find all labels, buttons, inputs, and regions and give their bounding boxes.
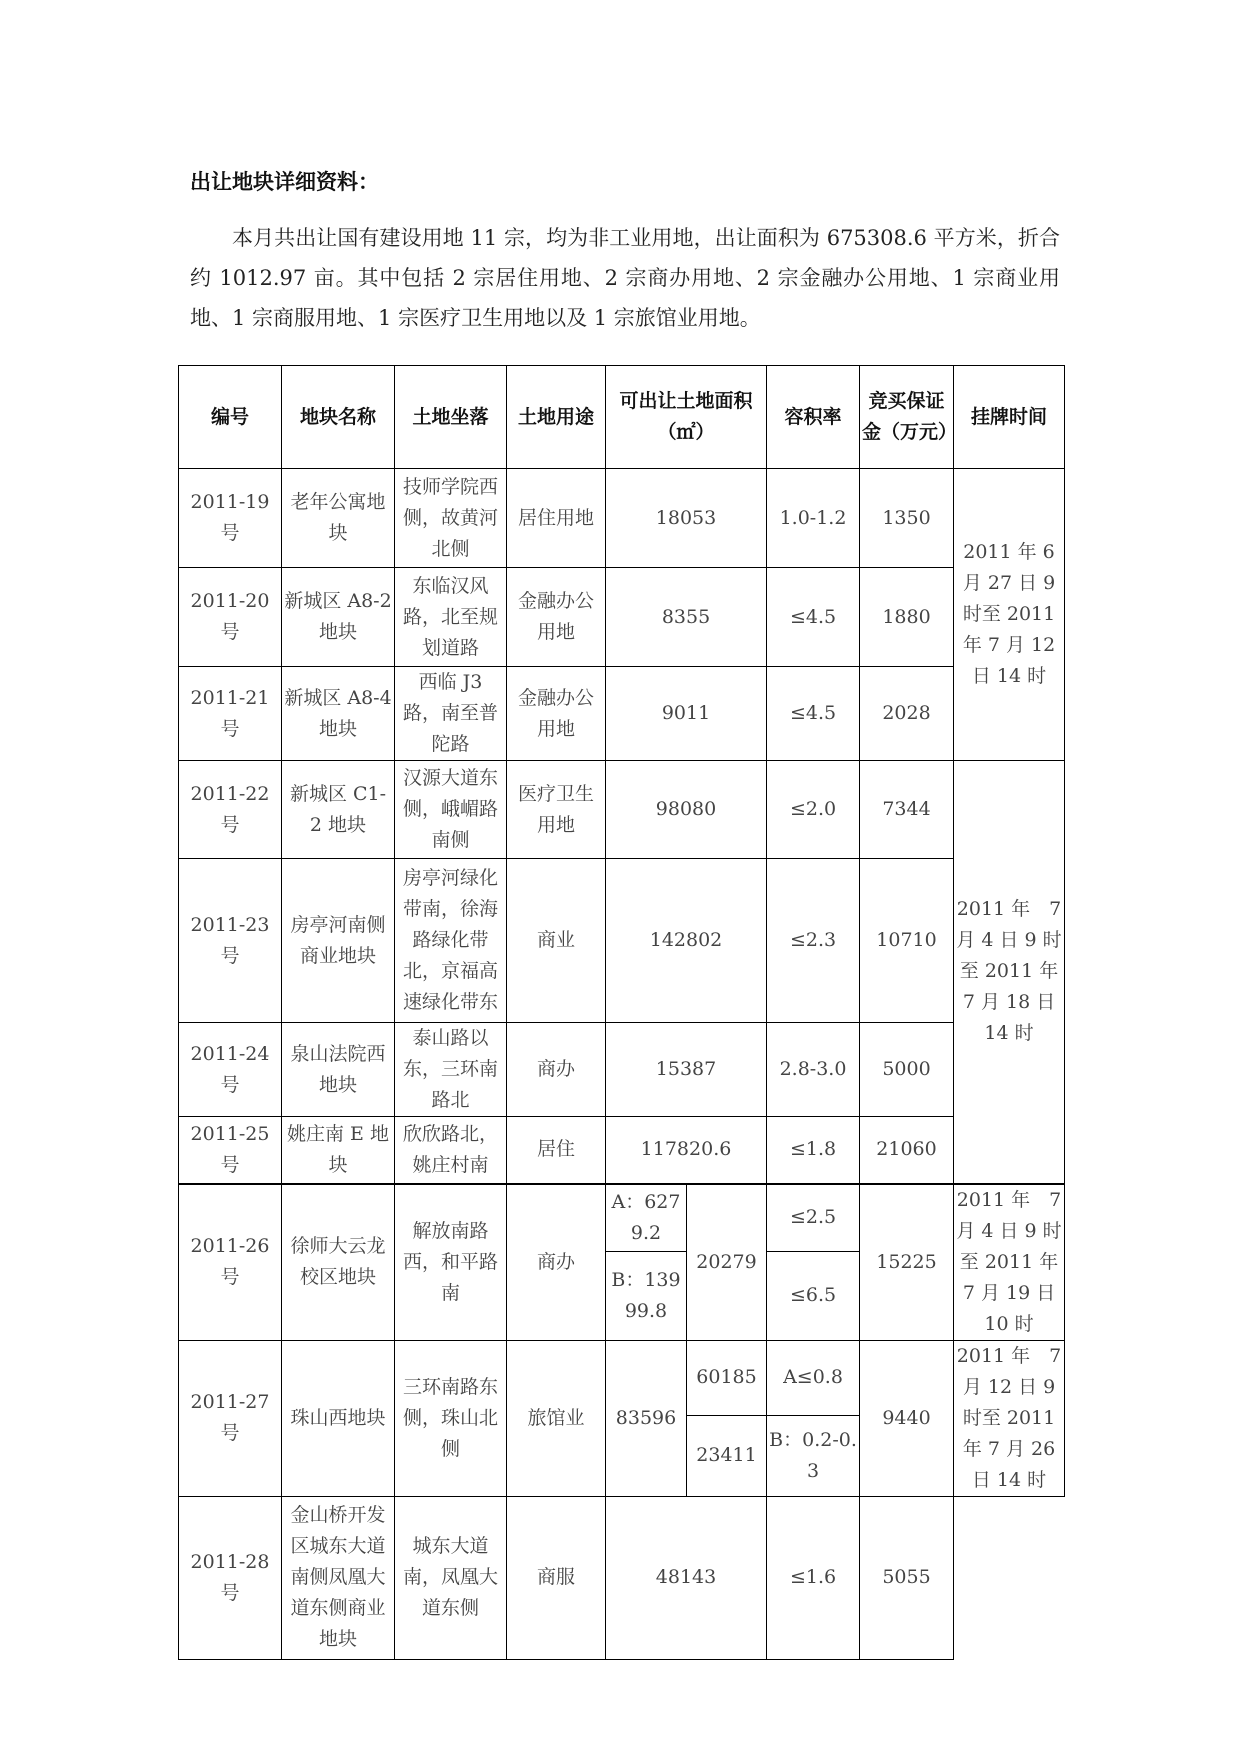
cell-location: 汉源大道东侧，峨嵋路南侧 <box>395 761 507 859</box>
table-row <box>179 1023 1065 1117</box>
table-row <box>179 469 1065 568</box>
cell-far: ≤1.8 <box>767 1117 860 1184</box>
cell-area-b: 23411 <box>687 1416 767 1496</box>
cell-area: 8355 <box>606 568 767 667</box>
cell-use: 医疗卫生用地 <box>507 761 606 859</box>
cell-far: ≤1.6 <box>767 1496 860 1659</box>
cell-id: 2011-28 号 <box>179 1496 282 1659</box>
cell-area-a: A：6279.2 <box>606 1184 687 1252</box>
cell-name: 徐师大云龙校区地块 <box>282 1184 395 1341</box>
cell-use: 商办 <box>507 1184 606 1341</box>
cell-listing-time: 2011 年 7 月 4 日 9 时至 2011 年 7 月 18 日 14 时 <box>954 761 1065 1184</box>
cell-far: 2.8-3.0 <box>767 1023 860 1117</box>
cell-area-b: B：13999.8 <box>606 1252 687 1340</box>
cell-id: 2011-24 号 <box>179 1023 282 1117</box>
table-header-row <box>179 366 1065 469</box>
cell-far: 1.0-1.2 <box>767 469 860 568</box>
cell-far: ≤2.0 <box>767 761 860 859</box>
land-parcel-table <box>178 365 1065 1660</box>
cell-use: 居住用地 <box>507 469 606 568</box>
cell-listing-time: 2011 年 6 月 27 日 9 时至 2011 年 7 月 12 日 14 时 <box>954 469 1065 761</box>
cell-location: 房亭河绿化带南，徐海路绿化带北，京福高速绿化带东 <box>395 859 507 1023</box>
cell-deposit: 7344 <box>860 761 954 859</box>
cell-far-a: ≤2.5 <box>767 1184 860 1252</box>
header-listing-time: 挂牌时间 <box>954 366 1065 469</box>
cell-location: 欣欣路北，姚庄村南 <box>395 1117 507 1184</box>
cell-area-total: 20279 <box>687 1184 767 1341</box>
cell-id: 2011-26 号 <box>179 1184 282 1341</box>
cell-area: 48143 <box>606 1496 767 1659</box>
cell-far: ≤4.5 <box>767 568 860 667</box>
cell-deposit: 9440 <box>860 1340 954 1496</box>
header-location: 土地坐落 <box>395 366 507 469</box>
table-row <box>179 1496 1065 1659</box>
cell-deposit: 15225 <box>860 1184 954 1341</box>
cell-use: 金融办公用地 <box>507 568 606 667</box>
table-row <box>179 1340 1065 1416</box>
cell-id: 2011-27 号 <box>179 1340 282 1496</box>
cell-area-total: 83596 <box>606 1340 687 1496</box>
cell-area: 15387 <box>606 1023 767 1117</box>
cell-far-a: A≤0.8 <box>767 1340 860 1416</box>
cell-name: 金山桥开发区城东大道南侧凤凰大道东侧商业地块 <box>282 1496 395 1659</box>
cell-deposit: 10710 <box>860 859 954 1023</box>
cell-listing-time: 2011 年 7 月 12 日 9 时至 2011 年 7 月 26 日 14 时 <box>954 1340 1065 1496</box>
cell-area: 98080 <box>606 761 767 859</box>
cell-id: 2011-19 号 <box>179 469 282 568</box>
cell-use: 旅馆业 <box>507 1340 606 1496</box>
cell-use: 金融办公用地 <box>507 667 606 761</box>
cell-use: 商业 <box>507 859 606 1023</box>
cell-area: 142802 <box>606 859 767 1023</box>
cell-deposit: 1880 <box>860 568 954 667</box>
cell-location: 东临汉风路，北至规划道路 <box>395 568 507 667</box>
cell-name: 老年公寓地块 <box>282 469 395 568</box>
cell-name: 新城区 A8-2 地块 <box>282 568 395 667</box>
cell-area: 117820.6 <box>606 1117 767 1184</box>
intro-text: 本月共出让国有建设用地 11 宗，均为非工业用地，出让面积为 675308.6 平方米，折合约 1012.97 亩。其中包括 2 宗居住用地、2 宗商办用地、2 宗金融办公用地、1 宗商业用地、1 宗商服用地、1 宗医疗卫生用地以及 1 宗旅馆业用地。 <box>190 226 1060 330</box>
cell-location: 解放南路西，和平路南 <box>395 1184 507 1341</box>
table-row <box>179 1117 1065 1184</box>
cell-area: 18053 <box>606 469 767 568</box>
header-name: 地块名称 <box>282 366 395 469</box>
cell-listing-time: 2011 年 7 月 4 日 9 时至 2011 年 7 月 19 日 10 时 <box>954 1184 1065 1341</box>
cell-far: ≤2.3 <box>767 859 860 1023</box>
cell-name: 房亭河南侧商业地块 <box>282 859 395 1023</box>
cell-location: 三环南路东侧，珠山北侧 <box>395 1340 507 1496</box>
header-area: 可出让土地面积（㎡） <box>606 366 767 469</box>
cell-name: 姚庄南 E 地块 <box>282 1117 395 1184</box>
header-far: 容积率 <box>767 366 860 469</box>
cell-location: 城东大道南，凤凰大道东侧 <box>395 1496 507 1659</box>
cell-id: 2011-21 号 <box>179 667 282 761</box>
cell-deposit: 5000 <box>860 1023 954 1117</box>
table-row <box>179 667 1065 761</box>
table-row <box>179 568 1065 667</box>
cell-far-b: ≤6.5 <box>767 1252 860 1340</box>
cell-location: 西临 J3 路，南至普陀路 <box>395 667 507 761</box>
cell-area: 9011 <box>606 667 767 761</box>
cell-location: 泰山路以东，三环南路北 <box>395 1023 507 1117</box>
table-row <box>179 761 1065 859</box>
cell-use: 居住 <box>507 1117 606 1184</box>
cell-use: 商办 <box>507 1023 606 1117</box>
table-row <box>179 1184 1065 1252</box>
cell-name: 新城区 A8-4 地块 <box>282 667 395 761</box>
cell-area-a: 60185 <box>687 1340 767 1416</box>
cell-id: 2011-25 号 <box>179 1117 282 1184</box>
cell-id: 2011-23 号 <box>179 859 282 1023</box>
cell-name: 泉山法院西地块 <box>282 1023 395 1117</box>
cell-id: 2011-22 号 <box>179 761 282 859</box>
cell-id: 2011-20 号 <box>179 568 282 667</box>
cell-far-b: B：0.2-0.3 <box>767 1416 860 1496</box>
header-use: 土地用途 <box>507 366 606 469</box>
cell-deposit: 2028 <box>860 667 954 761</box>
cell-location: 技师学院西侧，故黄河北侧 <box>395 469 507 568</box>
cell-deposit: 1350 <box>860 469 954 568</box>
cell-deposit: 21060 <box>860 1117 954 1184</box>
cell-deposit: 5055 <box>860 1496 954 1659</box>
cell-name: 珠山西地块 <box>282 1340 395 1496</box>
cell-far: ≤4.5 <box>767 667 860 761</box>
intro-paragraph <box>190 218 1060 338</box>
table-row <box>179 859 1065 1023</box>
cell-name: 新城区 C1-2 地块 <box>282 761 395 859</box>
cell-use: 商服 <box>507 1496 606 1659</box>
header-deposit: 竞买保证金（万元） <box>860 366 954 469</box>
section-heading: 出让地块详细资料： <box>190 170 379 194</box>
header-id: 编号 <box>179 366 282 469</box>
